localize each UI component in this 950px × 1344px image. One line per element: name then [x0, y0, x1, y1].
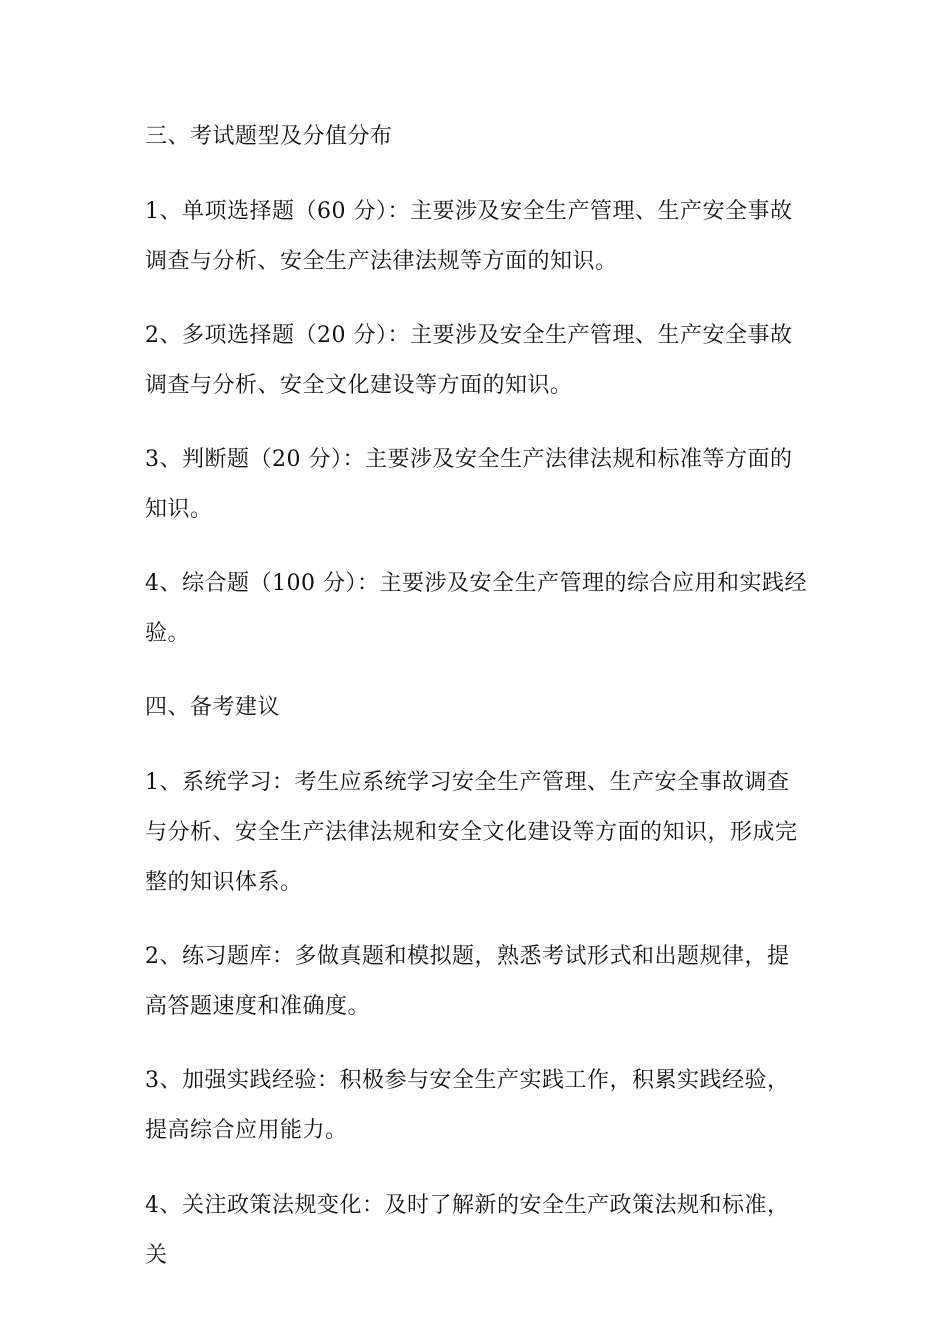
paragraph-true-false: 3、判断题（20 分）：主要涉及安全生产法律法规和标准等方面的知识。 [145, 447, 793, 522]
paragraph-single-choice: 1、单项选择题（60 分）：主要涉及安全生产管理、生产安全事故调查与分析、安全生产法律法规等方面的知识。 [145, 199, 793, 274]
paragraph-practical-experience: 3、加强实践经验：积极参与安全生产实践工作，积累实践经验，提高综合应用能力。 [145, 1068, 790, 1143]
section-heading-exam-types: 三、考试题型及分值分布 [145, 124, 393, 149]
paragraph-multiple-choice: 2、多项选择题（20 分）：主要涉及安全生产管理、生产安全事故调查与分析、安全文化建设等方面的知识。 [145, 323, 793, 398]
paragraph-practice-questions: 2、练习题库：多做真题和模拟题，熟悉考试形式和出题规律，提高答题速度和准确度。 [145, 944, 790, 1019]
paragraph-policy-changes: 4、关注政策法规变化：及时了解新的安全生产政策法规和标准，关 [145, 1193, 790, 1268]
section-heading-prep-advice: 四、备考建议 [145, 695, 281, 720]
paragraph-comprehensive: 4、综合题（100 分）：主要涉及安全生产管理的综合应用和实践经验。 [145, 571, 807, 646]
paragraph-systematic-study: 1、系统学习：考生应系统学习安全生产管理、生产安全事故调查与分析、安全生产法律法规和安全文化建设等方面的知识，形成完整的知识体系。 [145, 770, 798, 895]
